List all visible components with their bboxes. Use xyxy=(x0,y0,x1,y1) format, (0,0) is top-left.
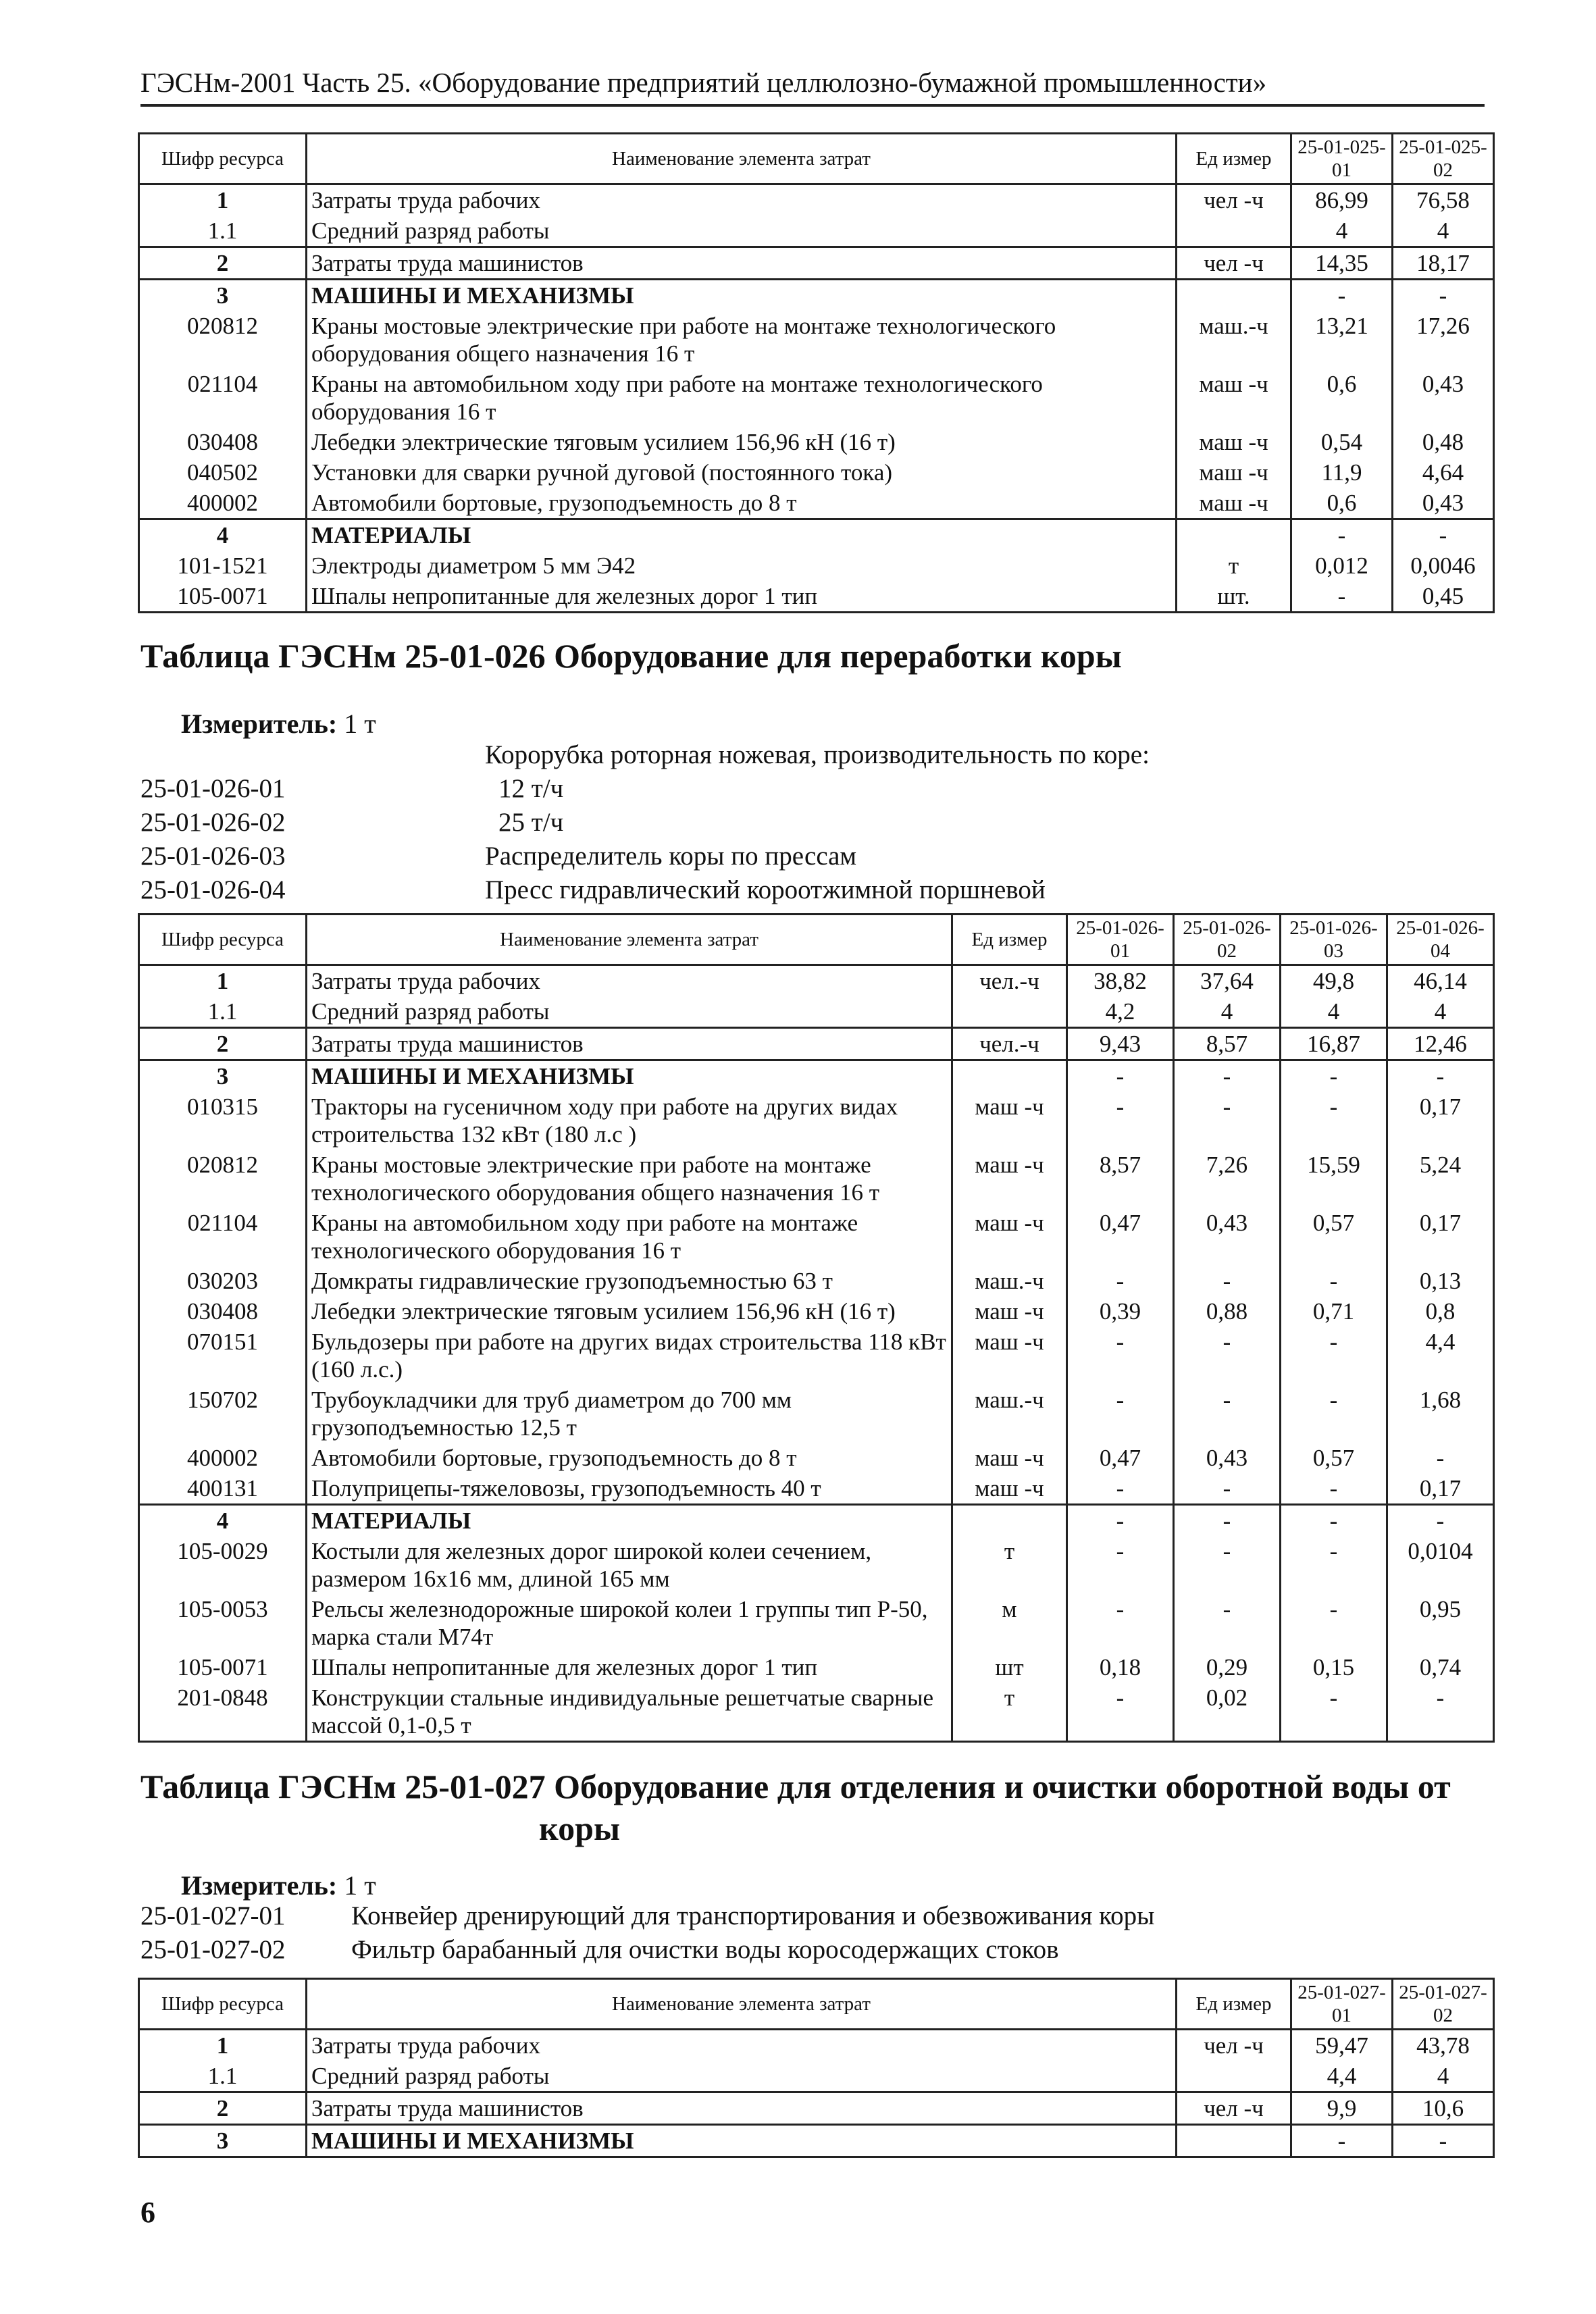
resource-value: - xyxy=(1067,1266,1174,1296)
resource-code: 400131 xyxy=(139,1473,307,1505)
resource-value: 11,9 xyxy=(1291,457,1393,488)
resource-unit: маш -ч xyxy=(952,1150,1067,1208)
resource-value: - xyxy=(1291,581,1393,613)
resource-unit: шт xyxy=(952,1652,1067,1682)
resource-name: Затраты труда машинистов xyxy=(307,1028,952,1060)
resource-value: - xyxy=(1067,1505,1174,1537)
resource-value: - xyxy=(1067,1473,1174,1505)
resource-value: 7,26 xyxy=(1174,1150,1281,1208)
resource-unit xyxy=(1177,2061,1291,2092)
table-row xyxy=(139,215,1494,247)
resource-unit: маш -ч xyxy=(952,1443,1067,1473)
resource-value: 0,45 xyxy=(1393,581,1494,613)
resource-value: 0,95 xyxy=(1387,1594,1494,1652)
resource-value: 86,99 xyxy=(1291,184,1393,216)
resource-value: - xyxy=(1281,1385,1387,1443)
resource-value: 0,43 xyxy=(1393,488,1494,519)
resource-name: Бульдозеры при работе на других видах строительства 118 кВт (160 л.с.) xyxy=(307,1327,952,1385)
resource-value: 0,39 xyxy=(1067,1296,1174,1327)
resource-code: 2 xyxy=(139,1028,307,1060)
resource-unit xyxy=(1177,519,1291,551)
table-row xyxy=(139,457,1494,488)
table-row xyxy=(139,247,1494,280)
resource-value: - xyxy=(1387,1505,1494,1537)
resource-code: 105-0071 xyxy=(139,1652,307,1682)
resource-code: 021104 xyxy=(139,1208,307,1266)
resource-unit: чел -ч xyxy=(1177,247,1291,280)
table-row xyxy=(139,550,1494,581)
resource-value: - xyxy=(1174,1594,1281,1652)
resource-value: - xyxy=(1393,2125,1494,2157)
resource-value: - xyxy=(1174,1473,1281,1505)
resource-value: 0,13 xyxy=(1387,1266,1494,1296)
table-title-026: Таблица ГЭСНм 25-01-026 Оборудование для переработки коры xyxy=(140,637,1122,675)
variant-text: Распределитель коры по прессам xyxy=(485,842,857,871)
resource-name: Трубоукладчики для труб диаметром до 700 мм грузоподъемностью 12,5 т xyxy=(307,1385,952,1443)
resource-name: Затраты труда машинистов xyxy=(307,2092,1177,2125)
col-header-variant: 25-01-026-04 xyxy=(1387,915,1494,965)
resource-value: 49,8 xyxy=(1281,965,1387,997)
resource-value: 14,35 xyxy=(1291,247,1393,280)
resource-unit: маш -ч xyxy=(952,1208,1067,1266)
table-row xyxy=(139,1682,1494,1742)
resource-unit: т xyxy=(952,1682,1067,1742)
resource-value: 4 xyxy=(1387,996,1494,1028)
resource-name: Средний разряд работы xyxy=(307,2061,1177,2092)
resource-name: Затраты труда рабочих xyxy=(307,2030,1177,2061)
resource-value: - xyxy=(1387,1443,1494,1473)
resource-value: 4 xyxy=(1291,215,1393,247)
resource-unit xyxy=(1177,2125,1291,2157)
resource-value: 17,26 xyxy=(1393,311,1494,369)
resource-value: 0,6 xyxy=(1291,369,1393,427)
resource-value: 9,43 xyxy=(1067,1028,1174,1060)
resource-value: 0,48 xyxy=(1393,427,1494,457)
resource-code: 1.1 xyxy=(139,996,307,1028)
table-title-027 xyxy=(140,1766,1491,1849)
meter-label: Измеритель: xyxy=(181,1870,338,1901)
resource-value: 15,59 xyxy=(1281,1150,1387,1208)
table-row xyxy=(139,280,1494,311)
resource-unit: маш -ч xyxy=(952,1091,1067,1150)
resource-value: - xyxy=(1281,1536,1387,1594)
resource-code: 020812 xyxy=(139,1150,307,1208)
resource-unit: маш -ч xyxy=(952,1327,1067,1385)
table-row xyxy=(139,1266,1494,1296)
table-row xyxy=(139,2125,1494,2157)
resource-value: 16,87 xyxy=(1281,1028,1387,1060)
resource-value: 0,74 xyxy=(1387,1652,1494,1682)
resource-table-027 xyxy=(138,1978,1495,2158)
variant-code: 25-01-026-02 xyxy=(140,808,286,837)
resource-value: 4 xyxy=(1393,2061,1494,2092)
resource-value: 0,17 xyxy=(1387,1208,1494,1266)
meter-line xyxy=(181,1870,376,1901)
resource-value: - xyxy=(1174,1091,1281,1150)
resource-value: 0,57 xyxy=(1281,1443,1387,1473)
resource-value: - xyxy=(1387,1682,1494,1742)
resource-unit: маш.-ч xyxy=(952,1266,1067,1296)
resource-value: 0,43 xyxy=(1393,369,1494,427)
resource-name: Шпалы непропитанные для железных дорог 1 тип xyxy=(307,1652,952,1682)
meter-line xyxy=(181,708,376,740)
resource-value: 43,78 xyxy=(1393,2030,1494,2061)
resource-value: - xyxy=(1281,1473,1387,1505)
resource-code: 3 xyxy=(139,280,307,311)
resource-name: Конструкции стальные индивидуальные решетчатые сварные массой 0,1-0,5 т xyxy=(307,1682,952,1742)
resource-value: 4 xyxy=(1393,215,1494,247)
resource-unit: чел.-ч xyxy=(952,1028,1067,1060)
resource-value: - xyxy=(1393,519,1494,551)
resource-value: 0,8 xyxy=(1387,1296,1494,1327)
resource-name: Затраты труда рабочих xyxy=(307,184,1177,216)
col-header-name: Наименование элемента затрат xyxy=(307,1979,1177,2030)
resource-value: - xyxy=(1174,1505,1281,1537)
resource-code: 150702 xyxy=(139,1385,307,1443)
resource-code: 2 xyxy=(139,247,307,280)
resource-value: - xyxy=(1281,1091,1387,1150)
page-header: ГЭСНм-2001 Часть 25. «Оборудование предприятий целлюлозно-бумажной промышленности» xyxy=(140,66,1485,107)
col-header-variant: 25-01-026-01 xyxy=(1067,915,1174,965)
resource-value: 46,14 xyxy=(1387,965,1494,997)
col-header-name: Наименование элемента затрат xyxy=(307,915,952,965)
resource-name: Шпалы непропитанные для железных дорог 1 тип xyxy=(307,581,1177,613)
resource-unit: маш -ч xyxy=(952,1473,1067,1505)
table-row xyxy=(139,1327,1494,1385)
resource-code: 4 xyxy=(139,1505,307,1537)
variant-code: 25-01-026-01 xyxy=(140,774,286,803)
resource-value: 0,29 xyxy=(1174,1652,1281,1682)
resource-unit xyxy=(1177,280,1291,311)
col-header-variant: 25-01-025-01 xyxy=(1291,134,1393,184)
col-header-name: Наименование элемента затрат xyxy=(307,134,1177,184)
table-title-line: Таблица ГЭСНм 25-01-027 Оборудование для отделения и очистки оборотной воды от xyxy=(140,1768,1451,1805)
resource-value: 0,18 xyxy=(1067,1652,1174,1682)
table-row xyxy=(139,1296,1494,1327)
resource-code: 101-1521 xyxy=(139,550,307,581)
meter-value: 1 т xyxy=(344,709,376,739)
resource-unit: шт. xyxy=(1177,581,1291,613)
variant-text: Пресс гидравлический короотжимной поршневой xyxy=(485,875,1046,904)
variant-code: 25-01-026-04 xyxy=(140,875,286,904)
resource-name: Средний разряд работы xyxy=(307,215,1177,247)
meter-label: Измеритель: xyxy=(181,709,338,739)
resource-unit xyxy=(1177,215,1291,247)
resource-unit xyxy=(952,996,1067,1028)
resource-value: - xyxy=(1067,1594,1174,1652)
resource-unit xyxy=(952,1060,1067,1092)
resource-value: - xyxy=(1174,1327,1281,1385)
resource-name: Автомобили бортовые, грузоподъемность до 8 т xyxy=(307,488,1177,519)
resource-value: - xyxy=(1281,1682,1387,1742)
resource-value: 12,46 xyxy=(1387,1028,1494,1060)
resource-code: 3 xyxy=(139,1060,307,1092)
variant-intro: Корорубка роторная ножевая, производительность по коре: xyxy=(485,740,1150,769)
resource-value: - xyxy=(1291,2125,1393,2157)
resource-value: 38,82 xyxy=(1067,965,1174,997)
resource-value: 10,6 xyxy=(1393,2092,1494,2125)
resource-unit: м xyxy=(952,1594,1067,1652)
resource-value: 13,21 xyxy=(1291,311,1393,369)
resource-value: - xyxy=(1291,280,1393,311)
resource-value: 1,68 xyxy=(1387,1385,1494,1443)
col-header-unit: Ед измер xyxy=(1177,1979,1291,2030)
resource-unit: маш -ч xyxy=(1177,369,1291,427)
table-row xyxy=(139,1652,1494,1682)
table-row xyxy=(139,1208,1494,1266)
resource-name: Полуприцепы-тяжеловозы, грузоподъемность 40 т xyxy=(307,1473,952,1505)
resource-value: 0,47 xyxy=(1067,1443,1174,1473)
resource-value: - xyxy=(1067,1682,1174,1742)
resource-value: - xyxy=(1281,1266,1387,1296)
variant-text: 25 т/ч xyxy=(498,808,564,837)
resource-value: 18,17 xyxy=(1393,247,1494,280)
resource-unit: чел.-ч xyxy=(952,965,1067,997)
resource-name: Рельсы железнодорожные широкой колеи 1 группы тип Р-50, марка стали М74т xyxy=(307,1594,952,1652)
resource-code: 105-0071 xyxy=(139,581,307,613)
resource-unit: т xyxy=(1177,550,1291,581)
resource-name: Установки для сварки ручной дуговой (постоянного тока) xyxy=(307,457,1177,488)
resource-name: Домкраты гидравлические грузоподъемностью 63 т xyxy=(307,1266,952,1296)
resource-value: - xyxy=(1174,1060,1281,1092)
resource-value: 8,57 xyxy=(1174,1028,1281,1060)
table-row xyxy=(139,1060,1494,1092)
variant-list-026 xyxy=(140,738,1150,907)
resource-code: 070151 xyxy=(139,1327,307,1385)
resource-name: Краны мостовые электрические при работе на монтаже технологического оборудования общего назначения 16 т xyxy=(307,311,1177,369)
variant-list-027 xyxy=(140,1899,1154,1967)
resource-value: 0,012 xyxy=(1291,550,1393,581)
resource-value: - xyxy=(1067,1536,1174,1594)
resource-value: - xyxy=(1281,1327,1387,1385)
resource-code: 400002 xyxy=(139,1443,307,1473)
resource-name: Затраты труда рабочих xyxy=(307,965,952,997)
resource-value: 0,0046 xyxy=(1393,550,1494,581)
resource-value: 76,58 xyxy=(1393,184,1494,216)
resource-code: 030203 xyxy=(139,1266,307,1296)
resource-code: 105-0029 xyxy=(139,1536,307,1594)
table-row xyxy=(139,1028,1494,1060)
resource-value: - xyxy=(1387,1060,1494,1092)
resource-name: Краны мостовые электрические при работе на монтаже технологического оборудования общего назначения 16 т xyxy=(307,1150,952,1208)
table-row xyxy=(139,2092,1494,2125)
table-row xyxy=(139,1536,1494,1594)
resource-value: - xyxy=(1174,1385,1281,1443)
resource-name: Автомобили бортовые, грузоподъемность до 8 т xyxy=(307,1443,952,1473)
table-row xyxy=(139,519,1494,551)
resource-name: Средний разряд работы xyxy=(307,996,952,1028)
variant-text: Конвейер дренирующий для транспортирования и обезвоживания коры xyxy=(351,1901,1155,1930)
resource-name: Лебедки электрические тяговым усилием 156,96 кН (16 т) xyxy=(307,427,1177,457)
resource-value: - xyxy=(1281,1060,1387,1092)
resource-unit: чел -ч xyxy=(1177,2030,1291,2061)
resource-name: Лебедки электрические тяговым усилием 156,96 кН (16 т) xyxy=(307,1296,952,1327)
resource-code: 4 xyxy=(139,519,307,551)
resource-unit: маш -ч xyxy=(1177,427,1291,457)
resource-name: Краны на автомобильном ходу при работе на монтаже технологического оборудования 16 т xyxy=(307,1208,952,1266)
resource-name: МАТЕРИАЛЫ xyxy=(307,519,1177,551)
resource-value: 0,57 xyxy=(1281,1208,1387,1266)
col-header-code: Шифр ресурса xyxy=(139,1979,307,2030)
table-row xyxy=(139,1091,1494,1150)
resource-name: Электроды диаметром 5 мм Э42 xyxy=(307,550,1177,581)
resource-unit: маш -ч xyxy=(952,1296,1067,1327)
resource-unit: чел -ч xyxy=(1177,184,1291,216)
resource-table-025 xyxy=(138,132,1495,613)
resource-value: - xyxy=(1281,1505,1387,1537)
table-row xyxy=(139,369,1494,427)
resource-value: - xyxy=(1174,1536,1281,1594)
table-row xyxy=(139,1443,1494,1473)
table-row xyxy=(139,1150,1494,1208)
table-row xyxy=(139,996,1494,1028)
resource-value: 4 xyxy=(1174,996,1281,1028)
resource-value: - xyxy=(1291,519,1393,551)
resource-value: 0,17 xyxy=(1387,1091,1494,1150)
resource-name: МАТЕРИАЛЫ xyxy=(307,1505,952,1537)
resource-unit xyxy=(952,1505,1067,1537)
col-header-variant: 25-01-027-01 xyxy=(1291,1979,1393,2030)
page-number: 6 xyxy=(140,2196,155,2229)
resource-name: Затраты труда машинистов xyxy=(307,247,1177,280)
resource-value: 37,64 xyxy=(1174,965,1281,997)
table-row xyxy=(139,581,1494,613)
resource-code: 1 xyxy=(139,965,307,997)
resource-value: - xyxy=(1067,1091,1174,1150)
resource-code: 3 xyxy=(139,2125,307,2157)
resource-code: 1.1 xyxy=(139,2061,307,2092)
resource-name: МАШИНЫ И МЕХАНИЗМЫ xyxy=(307,1060,952,1092)
meter-value: 1 т xyxy=(344,1870,376,1901)
col-header-variant: 25-01-025-02 xyxy=(1393,134,1494,184)
table-title-line: коры xyxy=(539,1809,620,1847)
resource-value: 0,0104 xyxy=(1387,1536,1494,1594)
resource-value: 0,02 xyxy=(1174,1682,1281,1742)
resource-value: 0,71 xyxy=(1281,1296,1387,1327)
resource-table-026 xyxy=(138,913,1495,1743)
col-header-variant: 25-01-027-02 xyxy=(1393,1979,1494,2030)
resource-value: 5,24 xyxy=(1387,1150,1494,1208)
resource-value: - xyxy=(1067,1327,1174,1385)
resource-value: 0,17 xyxy=(1387,1473,1494,1505)
variant-code: 25-01-027-01 xyxy=(140,1901,286,1930)
resource-unit: маш.-ч xyxy=(952,1385,1067,1443)
resource-code: 105-0053 xyxy=(139,1594,307,1652)
resource-code: 1.1 xyxy=(139,215,307,247)
resource-value: 59,47 xyxy=(1291,2030,1393,2061)
table-row xyxy=(139,1385,1494,1443)
resource-value: - xyxy=(1281,1594,1387,1652)
resource-value: 4,2 xyxy=(1067,996,1174,1028)
resource-value: 0,43 xyxy=(1174,1443,1281,1473)
variant-code: 25-01-026-03 xyxy=(140,842,286,871)
resource-code: 040502 xyxy=(139,457,307,488)
resource-value: 0,88 xyxy=(1174,1296,1281,1327)
variant-code: 25-01-027-02 xyxy=(140,1935,286,1964)
table-row xyxy=(139,1505,1494,1537)
resource-value: 0,43 xyxy=(1174,1208,1281,1266)
resource-unit: т xyxy=(952,1536,1067,1594)
resource-code: 030408 xyxy=(139,1296,307,1327)
resource-code: 201-0848 xyxy=(139,1682,307,1742)
col-header-code: Шифр ресурса xyxy=(139,134,307,184)
resource-unit: чел -ч xyxy=(1177,2092,1291,2125)
table-row xyxy=(139,427,1494,457)
resource-code: 021104 xyxy=(139,369,307,427)
resource-name: МАШИНЫ И МЕХАНИЗМЫ xyxy=(307,280,1177,311)
resource-value: 4,4 xyxy=(1291,2061,1393,2092)
resource-unit: маш -ч xyxy=(1177,457,1291,488)
resource-name: Краны на автомобильном ходу при работе на монтаже технологического оборудования 16 т xyxy=(307,369,1177,427)
resource-name: МАШИНЫ И МЕХАНИЗМЫ xyxy=(307,2125,1177,2157)
variant-text: Фильтр барабанный для очистки воды коросодержащих стоков xyxy=(351,1935,1059,1964)
resource-code: 020812 xyxy=(139,311,307,369)
resource-value: - xyxy=(1393,280,1494,311)
resource-code: 1 xyxy=(139,2030,307,2061)
resource-code: 030408 xyxy=(139,427,307,457)
table-row xyxy=(139,184,1494,216)
resource-value: - xyxy=(1174,1266,1281,1296)
resource-value: 0,6 xyxy=(1291,488,1393,519)
resource-value: 9,9 xyxy=(1291,2092,1393,2125)
resource-value: 4,4 xyxy=(1387,1327,1494,1385)
variant-text: 12 т/ч xyxy=(498,774,564,803)
table-row xyxy=(139,1594,1494,1652)
col-header-unit: Ед измер xyxy=(1177,134,1291,184)
table-row xyxy=(139,2030,1494,2061)
resource-value: - xyxy=(1067,1385,1174,1443)
table-row xyxy=(139,311,1494,369)
table-row xyxy=(139,488,1494,519)
resource-value: 4,64 xyxy=(1393,457,1494,488)
resource-code: 010315 xyxy=(139,1091,307,1150)
col-header-variant: 25-01-026-03 xyxy=(1281,915,1387,965)
resource-name: Костыли для железных дорог широкой колеи сечением, размером 16x16 мм, длиной 165 мм xyxy=(307,1536,952,1594)
resource-value: 4 xyxy=(1281,996,1387,1028)
col-header-unit: Ед измер xyxy=(952,915,1067,965)
table-row xyxy=(139,965,1494,997)
resource-unit: маш -ч xyxy=(1177,488,1291,519)
resource-value: - xyxy=(1067,1060,1174,1092)
col-header-variant: 25-01-026-02 xyxy=(1174,915,1281,965)
table-row xyxy=(139,1473,1494,1505)
resource-value: 0,15 xyxy=(1281,1652,1387,1682)
resource-unit: маш.-ч xyxy=(1177,311,1291,369)
col-header-code: Шифр ресурса xyxy=(139,915,307,965)
resource-code: 1 xyxy=(139,184,307,216)
table-row xyxy=(139,2061,1494,2092)
resource-code: 400002 xyxy=(139,488,307,519)
resource-name: Тракторы на гусеничном ходу при работе на других видах строительства 132 кВт (180 л.с ) xyxy=(307,1091,952,1150)
resource-code: 2 xyxy=(139,2092,307,2125)
resource-value: 8,57 xyxy=(1067,1150,1174,1208)
resource-value: 0,54 xyxy=(1291,427,1393,457)
resource-value: 0,47 xyxy=(1067,1208,1174,1266)
